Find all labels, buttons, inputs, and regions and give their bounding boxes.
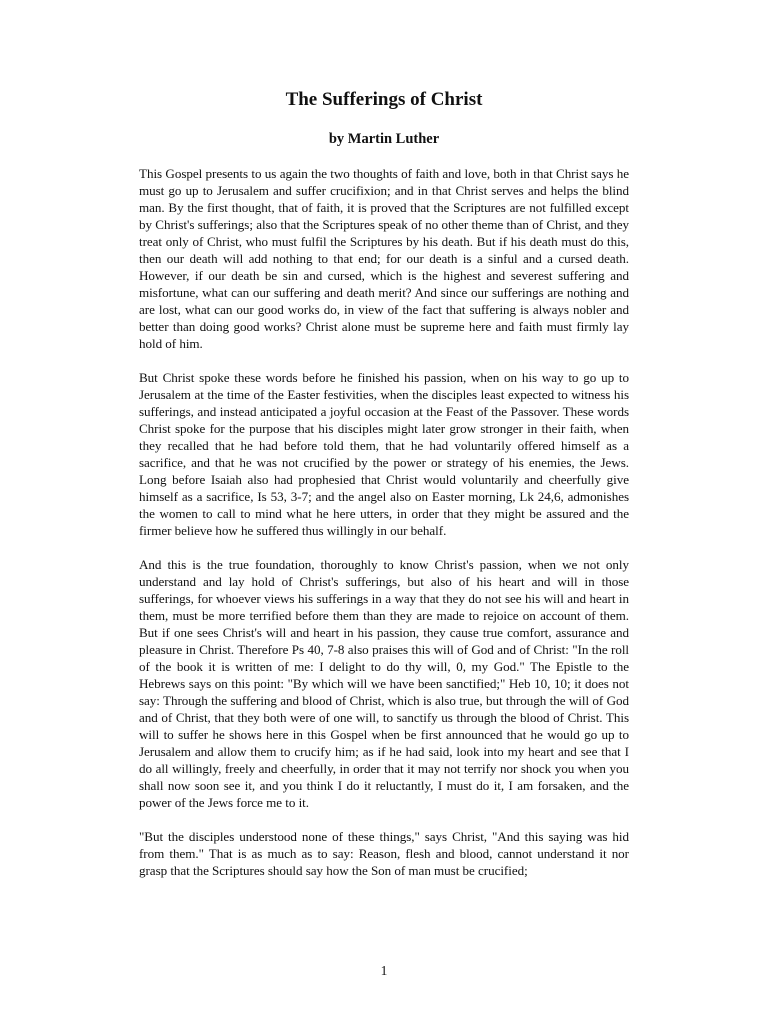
document-title: The Sufferings of Christ <box>285 89 483 110</box>
paragraph-2: But Christ spoke these words before he finished his passion, when on his way to go up to Jerusalem at the time of the Easter festivities, when the disciples least expected to witness his sufferings, and instead anticipated a joyful occasion at the Feast of the Passover. These words Christ spoke for the purpose that his disciples might later grow stronger in their faith, when they recalled that he had before told them, that he had voluntarily offered himself as a sacrifice, and that he was not crucified by the power or strategy of his enemies, the Jews. Long before Isaiah also had prophesied that Christ would voluntarily and cheerfully give himself as a sacrifice, Is 53, 3-7; and the angel also on Easter morning, Lk 24,6, admonishes the women to call to mind what he here utters, in order that they might be assured and the firmer believe how he suffered thus willingly in our behalf. <box>139 370 629 538</box>
paragraph-4: "But the disciples understood none of these things," says Christ, "And this saying was hid from them." That is as much as to say: Reason, flesh and blood, cannot understand it nor grasp that the Scriptures should say how the Son of man must be crucified; <box>139 829 629 878</box>
paragraph-1: This Gospel presents to us again the two thoughts of faith and love, both in that Christ says he must go up to Jerusalem and suffer crucifixion; and in that Christ serves and helps the blind man. By the first thought, that of faith, it is proved that the Scriptures are not fulfilled except by Christ's sufferings; also that the Scriptures speak of no other theme than of Christ, and they treat only of Christ, who must fulfil the Scriptures by his death. But if his death must do this, then our death will add nothing to that end; for our death is a sinful and a cursed death. However, if our death be sin and cursed, which is the highest and severest suffering and misfortune, what can our suffering and death merit? And since our sufferings are nothing and are lost, what can our good works do, in view of the fact that suffering is always nobler and better than doing good works? Christ alone must be supreme here and faith must firmly lay hold of him. <box>139 166 629 351</box>
document-byline: by Martin Luther <box>328 131 440 147</box>
paragraph-3: And this is the true foundation, thoroughly to know Christ's passion, when we not only understand and lay hold of Christ's sufferings, but also of his heart and will in those sufferings, for whoever views his sufferings in a way that they do not see his will and heart in them, must be more terrified before them than they are made to rejoice on account of them. But if one sees Christ's will and heart in his passion, they cause true comfort, assurance and pleasure in Christ. Therefore Ps 40, 7-8 also praises this will of God and of Christ: "In the roll of the book it is written of me: I delight to do thy will, 0, my God." The Epistle to the Hebrews says on this point: "By which will we have been sanctified;" Heb 10, 10; it does not say: Through the suffering and blood of Christ, which is also true, but through the will of God and of Christ, that they both were of one will, to sanctify us through the blood of Christ. This will to suffer he shows here in this Gospel when be first announced that he would go up to Jerusalem and allow them to crucify him; as if he had said, look into my heart and see that I do all willingly, freely and cheerfully, in order that it may not terrify nor shock you when you shall now soon see it, and you think I do it reluctantly, I must do it, I am forsaken, and the power of the Jews force me to it. <box>139 557 629 810</box>
document-page <box>139 88 629 896</box>
page-number: 1 <box>380 963 388 978</box>
